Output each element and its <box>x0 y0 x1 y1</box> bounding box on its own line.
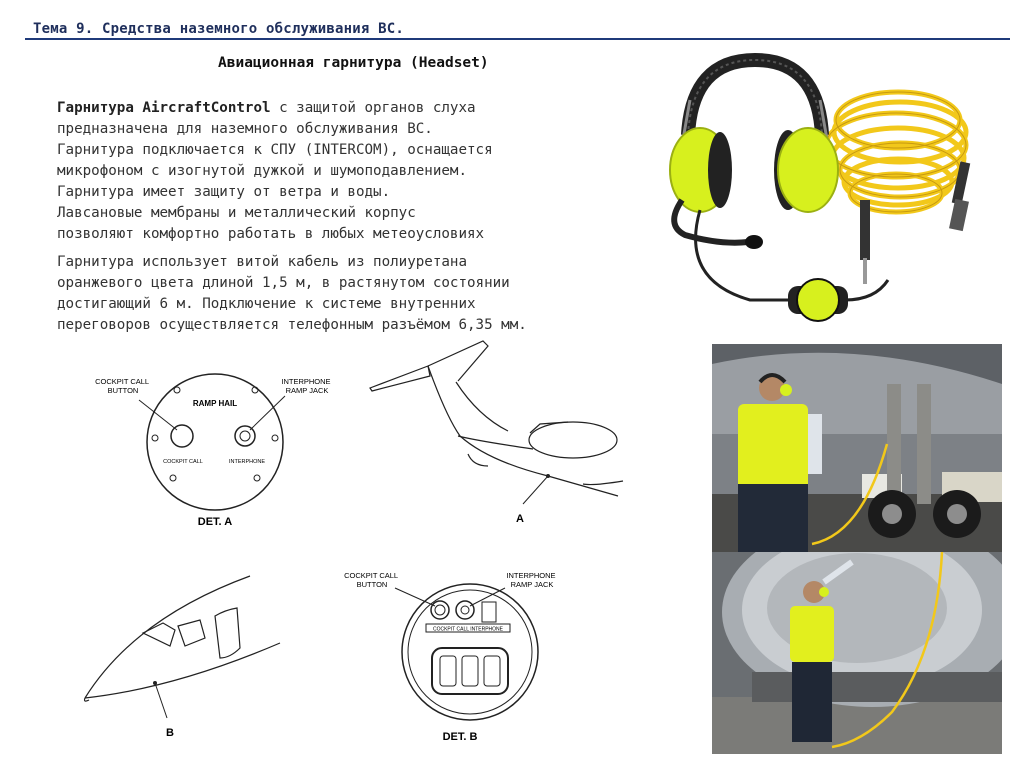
aircraft-nose-drawing <box>75 568 285 746</box>
panel-strip-label: COCKPIT CALL INTERPHONE <box>432 626 504 633</box>
det-b-cockpit-call-label <box>344 571 400 589</box>
header-divider <box>25 38 1010 40</box>
product-name: Гарнитура AircraftControl <box>57 100 271 116</box>
photo-nose-gear-crew <box>712 344 1002 552</box>
plane-b-label: B <box>166 727 174 739</box>
interphone-small-label: INTERPHONE <box>228 459 266 465</box>
diagram-det-a <box>85 360 355 535</box>
slide-title: Авиационная гарнитура (Headset) <box>218 55 489 71</box>
det-a-label: DET. A <box>197 516 233 528</box>
interphone-ramp-jack-text: INTERPHONE <box>281 377 331 386</box>
det-b-interphone-label <box>506 571 557 589</box>
topic-header: Тема 9. Средства наземного обслуживания ВС. <box>33 21 405 37</box>
paragraph-description <box>57 98 637 245</box>
label-line: BUTTON <box>107 386 139 395</box>
aircraft-tail-drawing <box>368 336 628 531</box>
ramp-hail-label: RAMP HAIL <box>192 399 238 408</box>
cockpit-call-small-label: COCKPIT CALL <box>163 459 203 465</box>
headset-photo <box>660 50 980 340</box>
diagram-det-b <box>320 566 560 746</box>
det-b-cockpit-call-text: COCKPIT CALL <box>344 571 398 580</box>
cockpit-call-button-label <box>95 377 151 395</box>
photo-engine-crew <box>712 552 1002 754</box>
det-b-label: DET. B <box>442 731 478 743</box>
label-line: RAMP JACK <box>285 386 329 395</box>
paragraph-cable: Гарнитура использует витой кабель из полиуретана оранжевого цвета длиной 1,5 м, в растянутом состоянии достигающий 6 м. Подключение к системе внутренних переговоров осуществляется телефонным разъёмом 6,35 мм. <box>57 254 527 333</box>
label-line: BUTTON <box>356 580 388 589</box>
cockpit-call-button-text: COCKPIT CALL <box>95 377 149 386</box>
det-b-interphone-text: INTERPHONE <box>506 571 556 580</box>
label-line: RAMP JACK <box>510 580 554 589</box>
paragraph-description-text: с защитой органов слуха предназначена для наземного обслуживания ВС. Гарнитура подключается к СПУ (INTERCOM), оснащается микрофоном с изогнутой дужкой и шумоподавлением. Гарнитура имеет защиту от ветра и воды. Лавсановые мембраны и металлический корпус позволяют комфортно работать в любых метеоусловиях <box>57 100 493 242</box>
interphone-ramp-jack-label <box>281 377 332 395</box>
plane-a-label: A <box>516 513 524 525</box>
